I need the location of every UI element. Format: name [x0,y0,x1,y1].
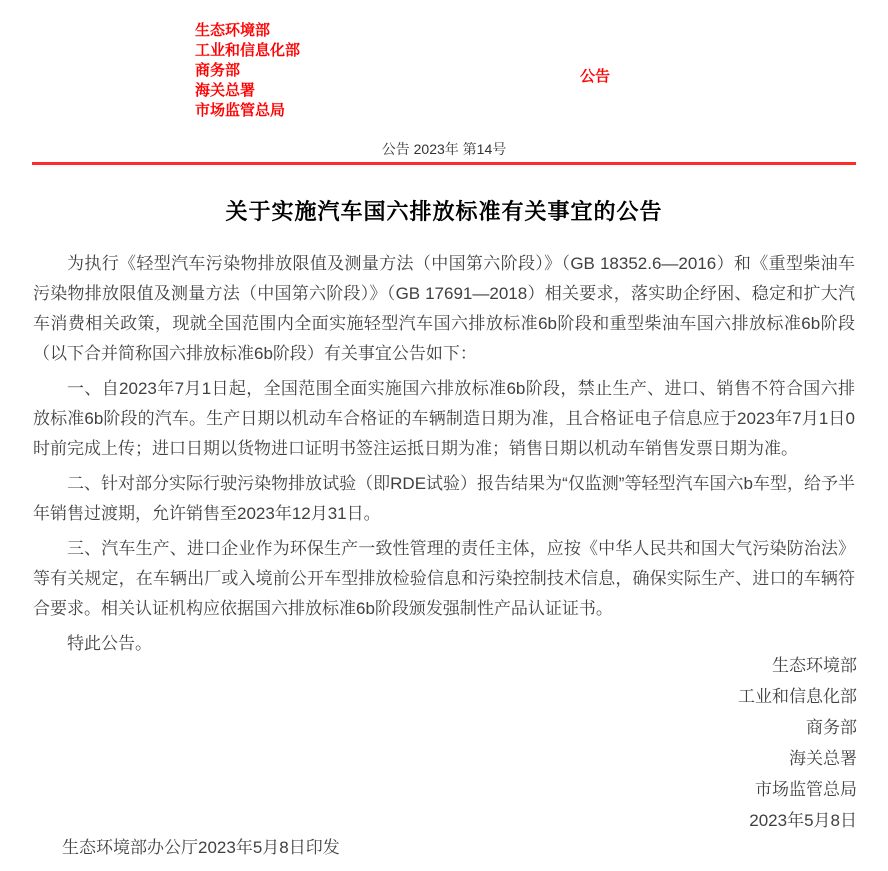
signature-date: 2023年5月8日 [749,811,857,830]
body-paragraph: 为执行《轻型汽车污染物排放限值及测量方法（中国第六阶段）》（GB 18352.6—2016）和《重型柴油车污染物排放限值及测量方法（中国第六阶段）》（GB 17691—2018）相关要求，落实助企纾困、稳定和扩大汽车消费相关政策，现就全国范围内全面实施轻型汽车国六排放标准6b阶段和重型柴油车国六排放标准6b阶段（以下合并简称国六排放标准6b阶段）有关事宜公告如下： [33,254,855,363]
document-body [33,249,855,664]
doc-number: 公告 2023年 第14号 [381,141,507,157]
ministry-name: 市场监管总局 [195,102,286,119]
issuing-ministries-block [195,21,300,121]
ministry-name: 商务部 [195,62,241,79]
signature-block [738,650,857,836]
page-title: 关于实施汽车国六排放标准有关事宜的公告 [225,199,663,224]
footer-imprint: 生态环境部办公厅2023年5月8日印发 [62,838,340,857]
signature-agency: 市场监管总局 [755,780,857,799]
ministry-name: 生态环境部 [195,22,271,39]
ministry-name: 工业和信息化部 [195,42,301,59]
red-divider [32,162,856,165]
body-paragraph: 一、自2023年7月1日起，全国范围全面实施国六排放标准6b阶段，禁止生产、进口、销售不符合国六排放标准6b阶段的汽车。生产日期以机动车合格证的车辆制造日期为准，且合格证电子信息应于2023年7月1日0时前完成上传；进口日期以货物进口证明书签注运抵日期为准；销售日期以机动车销售发票日期为准。 [33,379,855,458]
signature-agency: 工业和信息化部 [738,687,857,706]
signature-agency: 生态环境部 [772,656,857,675]
body-paragraph: 三、汽车生产、进口企业作为环保生产一致性管理的责任主体，应按《中华人民共和国大气污染防治法》等有关规定，在车辆出厂或入境前公开车型排放检验信息和污染控制技术信息，确保实际生产、进口的车辆符合要求。相关认证机构应依据国六排放标准6b阶段颁发强制性产品认证证书。 [33,539,855,618]
body-paragraph: 二、针对部分实际行驶污染物排放试验（即RDE试验）报告结果为“仅监测”等轻型汽车国六b车型，给予半年销售过渡期，允许销售至2023年12月31日。 [33,474,855,523]
announcement-label: 公告 [580,68,611,85]
ministry-name: 海关总署 [195,82,256,99]
signature-agency: 商务部 [806,718,857,737]
closing-line: 特此公告。 [67,634,152,653]
signature-agency: 海关总署 [789,749,857,768]
